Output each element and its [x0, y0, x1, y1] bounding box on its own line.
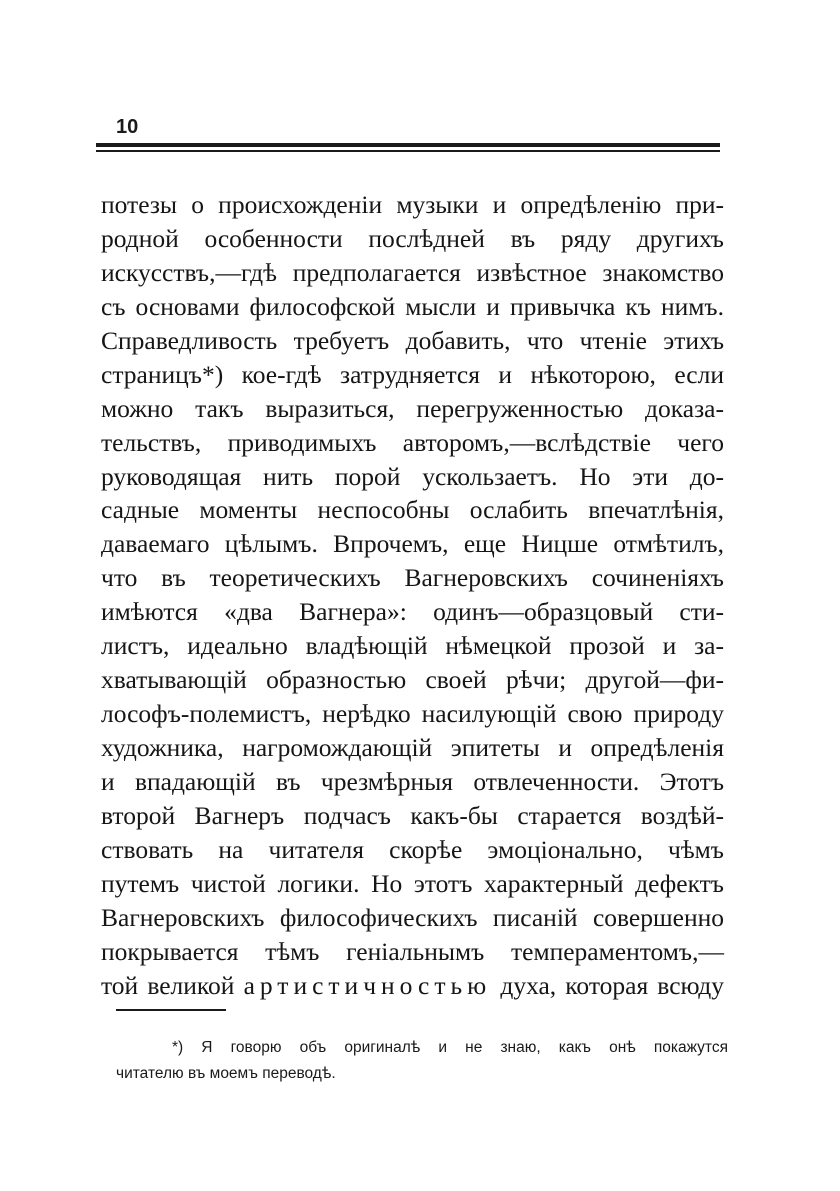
- text-line: ствовать на читателя скорѣе эмоціонально, чѣмъ: [101, 834, 724, 864]
- text-line: тельствъ, приводимыхъ авторомъ,—вслѣдствіе чего: [101, 427, 724, 457]
- text-line: художника, нагромождающій эпитеты и опредѣленія: [101, 733, 724, 762]
- text-line: родной особенности послѣдней въ ряду другихъ: [101, 223, 724, 253]
- text-line: потезы о происхожденіи музыки и опредѣленію при-: [101, 190, 724, 219]
- page-number: 10: [116, 116, 139, 138]
- text-line: руководящая нить порой ускользаетъ. Но эти до-: [101, 461, 724, 491]
- text-line: Справедливость требуетъ добавить, что чтеніе этихъ: [101, 325, 724, 355]
- text-line: съ основами философской мысли и привычка къ нимъ.: [101, 291, 724, 321]
- text-line: лософъ-полемистъ, нерѣдко насилующій свою природу: [101, 699, 724, 729]
- text-segment: той великой: [101, 970, 244, 1000]
- text-line: второй Вагнеръ подчасъ какъ-бы старается воздѣй-: [101, 800, 724, 830]
- text-line: путемъ чистой логики. Но этотъ характерный дефектъ: [101, 868, 724, 898]
- text-line: имѣются «два Вагнера»: одинъ—образцовый сти-: [101, 597, 724, 627]
- body-text: [101, 188, 724, 1003]
- text-line: искусствъ,—гдѣ предполагается извѣстное знакомство: [101, 257, 724, 287]
- header-rule-thick: [96, 143, 720, 147]
- spaced-emphasis-word: артистичностью: [243, 970, 492, 1000]
- footnote-line: *) Я говорю объ оригиналѣ и не знаю, какъ онѣ покажутся: [172, 1039, 728, 1056]
- text-segment: духа, которая всюду: [491, 970, 724, 1000]
- text-line: Вагнеровскихъ философическихъ писаній совершенно: [101, 902, 724, 932]
- text-line: хватывающій образностью своей рѣчи; другой—фи-: [101, 665, 724, 695]
- footnote-rule: [116, 1009, 226, 1011]
- footnote: [116, 1035, 728, 1087]
- text-line: можно такъ выразиться, перегруженностью доказа-: [101, 393, 724, 423]
- text-line: что въ теоретическихъ Вагнеровскихъ сочиненіяхъ: [101, 563, 724, 593]
- text-line: покрывается тѣмъ геніальнымъ темпераментомъ,—: [101, 936, 724, 966]
- text-line: садные моменты неспособны ослабить впечатлѣнія,: [101, 495, 724, 525]
- text-line: листъ, идеально владѣющій нѣмецкой прозой и за-: [101, 631, 724, 661]
- header-rule-thin: [96, 150, 720, 152]
- text-line: страницъ*) кое-гдѣ затрудняется и нѣкоторою, если: [101, 359, 724, 389]
- text-line: даваемаго цѣлымъ. Впрочемъ, еще Ницше отмѣтилъ,: [101, 529, 724, 559]
- text-line-last: [101, 969, 724, 1003]
- footnote-line: читателю въ моемъ переводѣ.: [116, 1065, 336, 1082]
- text-line: и впадающій въ чрезмѣрныя отвлеченности. Этотъ: [101, 766, 724, 796]
